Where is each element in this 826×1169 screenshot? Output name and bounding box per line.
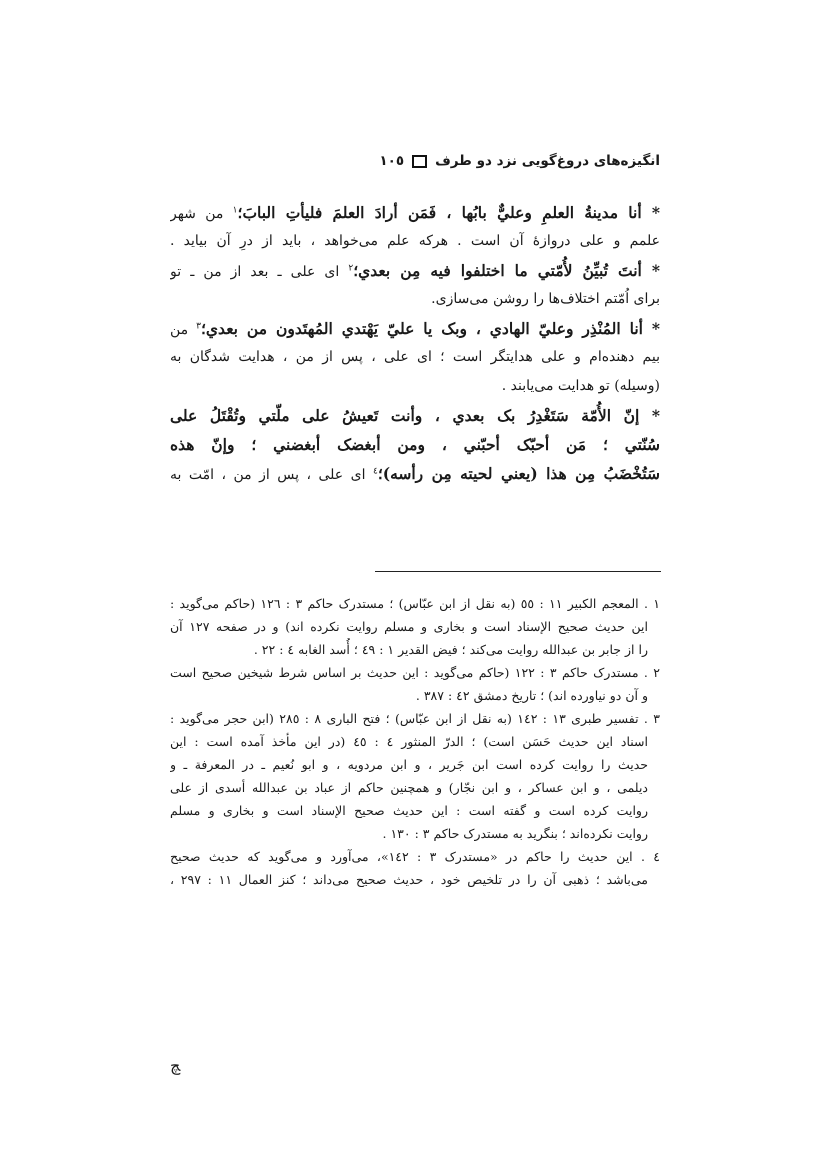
footnote-divider bbox=[375, 571, 661, 572]
text-line: * إنّ الأُمّة سَتَغْدِرُ بک بعدي ، وأنت تَعيشُ على ملّتي وتُقْتَلُ على bbox=[170, 406, 660, 425]
footnote-ref[interactable]: ٢ bbox=[348, 263, 354, 274]
text-line: (وسیله) تو هدایت می‌یابند . bbox=[501, 378, 660, 394]
text-line: سُنّتي ؛ مَن أحبّک أحبّني ، ومن أبغضک أبغضني ؛ وإنّ هذه bbox=[170, 435, 660, 454]
text-line: بیم دهنده‌ام و علی هدایتگر است ؛ ای علی ، پس از من ، هدایت شدگان به bbox=[170, 349, 660, 365]
continuation-mark-icon: ﭻ bbox=[170, 1056, 181, 1075]
footnote-line: ١ . المعجم الكبير ١١ : ٥٥ (به نقل از ابن عبّاس) ؛ مستدرک حاکم ٣ : ١٢٦ (حاکم می‌گوید : bbox=[170, 596, 660, 611]
text-line: سَتُخْضَبُ مِن هذا (يعني لحيته مِن رأسه)؛$^٤$ ای علی ، پس از من ، امّت به bbox=[170, 464, 660, 483]
footnote-ref[interactable]: ١ bbox=[232, 205, 238, 216]
footnote-line: روایت نکرده‌اند ؛ بنگرید به مستدرک حاکم ٣ : ١٣٠ . bbox=[382, 826, 648, 841]
text-line: علمم و علی دروازهٔ آن است . هرکه علم می‌خواهد ، باید از درِ آن بیاید . bbox=[170, 233, 660, 249]
footnote-line: این حدیث صحیح الإسناد است و بخاری و مسلم روایت نکرده اند) و در صفحه ١٢٧ آن bbox=[170, 619, 648, 634]
footnote-line: روایت کرده است و گفته است : این حدیث صحیح الإسناد است و بخاری و مسلم bbox=[170, 803, 648, 818]
footnote-line: ٢ . مستدرک حاکم ٣ : ١٢٢ (حاکم می‌گوید : این حدیث بر اساس شرط شیخین صحیح است bbox=[170, 665, 660, 680]
main-text bbox=[170, 198, 660, 488]
running-header bbox=[170, 148, 660, 174]
text-line: * أنا المُنْذِر وعليّ الهادي ، وبک يا عليّ يَهْتدي المُهتَدون من بعدي؛$^٣$ من bbox=[170, 319, 660, 338]
footnote-line: اسناد این حدیث حَسَن است) ؛ الدرّ المنثور ٤ : ٤٥ (در این مأخذ آمده است : این bbox=[170, 734, 649, 749]
footnote-line: می‌باشد ؛ ذهبی آن را در تلخیص خود ، حدیث صحیح می‌داند ؛ کنز العمال ١١ : ٢٩٧ ، bbox=[170, 872, 648, 887]
footnote-line: حدیث را روایت کرده است ابن جَریر ، و ابن مردویه ، و ابو نُعیم ـ در المعرفة ـ و bbox=[170, 757, 648, 772]
footnote-ref[interactable]: ٣ bbox=[196, 321, 201, 332]
text-line: * أنتَ تُبيِّنُ لأُمّتي ما اختلفوا فيه مِن بعدي؛$^٢$ ای علی ـ بعد از من ـ تو bbox=[170, 261, 660, 280]
footnotes bbox=[170, 592, 660, 891]
footnote-line: ٤ . این حدیث را حاکم در «مستدرک ٣ : ١٤٢»، می‌آورد و می‌گوید که حدیث صحیح bbox=[170, 849, 660, 864]
text-line: * أنا مدينةُ العلمِ وعليٌّ بابُها ، فَمَن أرادَ العلمَ فليأتِ البابَ؛$^١$ من شهر bbox=[170, 203, 660, 222]
header-square-icon bbox=[412, 155, 427, 168]
footnote-line: ٣ . تفسیر طبری ١٣ : ١٤٢ (به نقل از ابن عبّاس) ؛ فتح الباری ٨ : ٢٨٥ (ابن حجر می‌گوید : bbox=[170, 711, 660, 726]
text-line: برای اُمّتم اختلاف‌ها را روشن می‌سازی. bbox=[431, 291, 660, 307]
header-title: انگیزه‌های دروغ‌گویی نزد دو طرف bbox=[435, 153, 660, 169]
footnote-ref[interactable]: ٤ bbox=[372, 466, 378, 477]
footnote-line: و آن دو نیاورده اند) ؛ تاریخ دمشق ٤٢ : ٣٨٧ . bbox=[415, 688, 648, 703]
footnote-line: دیلمی ، و ابن عساکر ، و ابن نجّار) و همچنین حاکم از عباد بن عبدالله أسدی از علی bbox=[170, 780, 648, 795]
page-number: ١٠٥ bbox=[379, 153, 405, 169]
footnote-line: را از جابر بن عبدالله روایت می‌کند ؛ فیض القدیر ١ : ٤٩ ؛ أُسد الغابه ٤ : ٢٢ . bbox=[253, 642, 648, 657]
